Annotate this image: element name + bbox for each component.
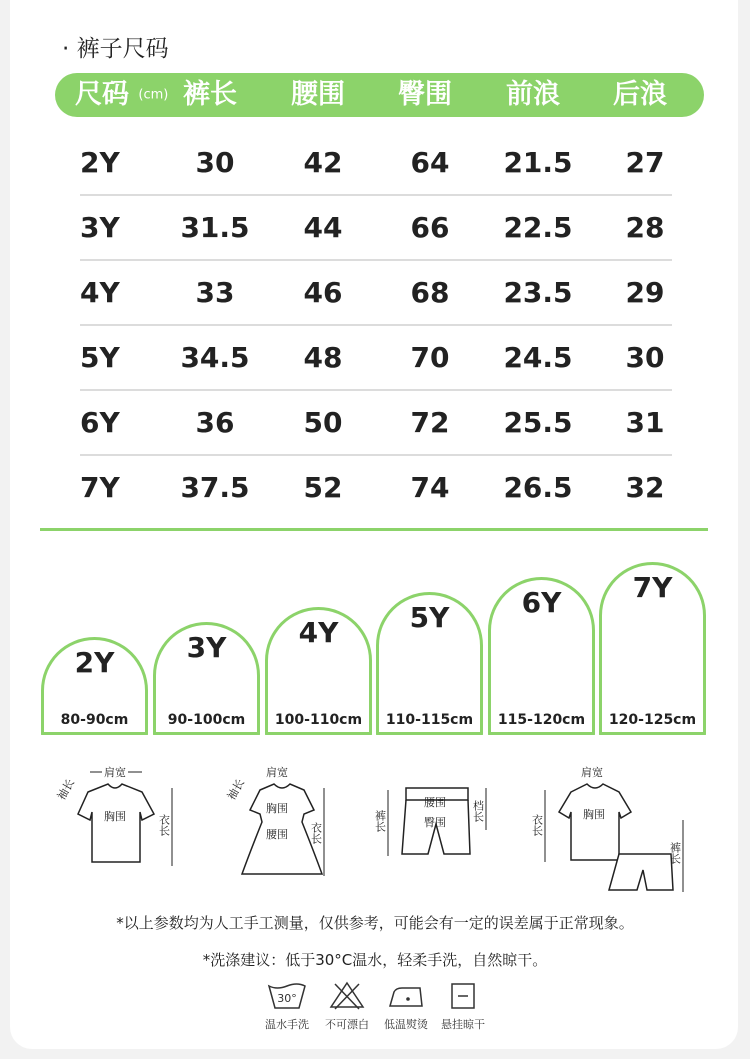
low-iron-icon xyxy=(384,980,428,1010)
value-cell: 52 xyxy=(303,471,343,504)
value-cell: 72 xyxy=(410,406,450,439)
arch-height-range: 100-110cm xyxy=(274,712,363,728)
length-label: 衣长 xyxy=(530,814,544,836)
sleeve-label: 袖长 xyxy=(224,776,248,803)
value-cell: 31.5 xyxy=(180,211,250,244)
value-cell: 48 xyxy=(303,341,343,374)
care-item-low-iron xyxy=(381,980,431,1032)
arch-height-range: 80-90cm xyxy=(60,712,129,728)
value-cell: 23.5 xyxy=(503,276,573,309)
shoulder-label: 肩宽 xyxy=(581,766,603,779)
value-cell: 66 xyxy=(410,211,450,244)
size-cell: 5Y xyxy=(80,341,120,374)
header-size-label: 尺码 xyxy=(75,79,129,110)
care-item-no-bleach xyxy=(322,980,372,1032)
tshirt-diagram xyxy=(50,762,180,872)
chest-label: 胸围 xyxy=(104,810,126,823)
value-cell: 46 xyxy=(303,276,343,309)
dress-diagram xyxy=(222,762,352,882)
height-arch xyxy=(265,607,372,735)
arch-size: 3Y xyxy=(186,631,227,664)
value-cell: 36 xyxy=(195,406,235,439)
height-arch xyxy=(488,577,595,735)
wash-temp: 30° xyxy=(277,992,297,1005)
height-arch xyxy=(153,622,260,735)
value-cell: 42 xyxy=(303,146,343,179)
outfit-diagram xyxy=(530,762,700,894)
value-cell: 30 xyxy=(625,341,665,374)
value-cell: 33 xyxy=(195,276,235,309)
value-cell: 31 xyxy=(625,406,665,439)
height-arch xyxy=(376,592,483,735)
table-row xyxy=(80,261,672,326)
disclaimer-note: *以上参数均为人工手工测量，仅供参考，可能会有一定的误差属于正常现象。 xyxy=(116,914,634,932)
header-col: 前浪 xyxy=(506,79,560,110)
care-label: 悬挂晾干 xyxy=(441,1018,485,1031)
header-col: 臀围 xyxy=(398,79,452,110)
care-label: 温水手洗 xyxy=(265,1018,309,1031)
shoulder-label: 肩宽 xyxy=(104,766,126,779)
arch-height-range: 120-125cm xyxy=(608,712,697,728)
sleeve-label: 袖长 xyxy=(54,776,78,803)
chest-label: 胸围 xyxy=(583,808,605,821)
value-cell: 74 xyxy=(410,471,450,504)
arch-size: 5Y xyxy=(409,601,450,634)
hip-label: 臀围 xyxy=(424,816,446,829)
arch-size: 4Y xyxy=(298,616,339,649)
arch-height-range: 90-100cm xyxy=(167,712,246,728)
height-arch xyxy=(41,637,148,735)
header-col: 裤长 xyxy=(183,79,237,110)
value-cell: 28 xyxy=(625,211,665,244)
value-cell: 27 xyxy=(625,146,665,179)
value-cell: 37.5 xyxy=(180,471,250,504)
size-cell: 6Y xyxy=(80,406,120,439)
value-cell: 24.5 xyxy=(503,341,573,374)
table-row xyxy=(80,391,672,456)
no-bleach-icon xyxy=(325,980,369,1010)
header-col: 腰围 xyxy=(291,79,345,110)
care-label: 不可漂白 xyxy=(325,1018,369,1031)
value-cell: 64 xyxy=(410,146,450,179)
table-row xyxy=(80,131,672,196)
care-item-hand-wash xyxy=(262,980,312,1032)
size-cell: 2Y xyxy=(80,146,120,179)
header-size xyxy=(75,73,185,117)
section-title: · 裤子尺码 xyxy=(62,36,169,62)
size-cell: 3Y xyxy=(80,211,120,244)
hand-wash-icon xyxy=(265,980,309,1010)
care-label: 低温熨烫 xyxy=(384,1018,428,1031)
value-cell: 21.5 xyxy=(503,146,573,179)
value-cell: 44 xyxy=(303,211,343,244)
value-cell: 34.5 xyxy=(180,341,250,374)
crotch-label: 档长 xyxy=(471,800,485,822)
arch-height-range: 115-120cm xyxy=(497,712,586,728)
header-size-unit: (cm) xyxy=(138,87,169,103)
washing-note: *洗涤建议：低于30°C温水，轻柔手洗，自然晾干。 xyxy=(202,951,548,969)
chest-label: 胸围 xyxy=(266,802,288,815)
arch-size: 6Y xyxy=(521,586,562,619)
shoulder-label: 肩宽 xyxy=(266,766,288,779)
size-cell: 4Y xyxy=(80,276,120,309)
pants-length-label: 裤长 xyxy=(668,842,682,864)
hang-dry-icon xyxy=(441,980,485,1010)
value-cell: 70 xyxy=(410,341,450,374)
length-label: 衣长 xyxy=(157,814,171,836)
waist-label: 腰围 xyxy=(266,828,288,841)
value-cell: 50 xyxy=(303,406,343,439)
height-arch xyxy=(599,562,706,735)
value-cell: 26.5 xyxy=(503,471,573,504)
value-cell: 29 xyxy=(625,276,665,309)
header-col: 后浪 xyxy=(613,79,667,110)
value-cell: 32 xyxy=(625,471,665,504)
value-cell: 22.5 xyxy=(503,211,573,244)
value-cell: 30 xyxy=(195,146,235,179)
value-cell: 68 xyxy=(410,276,450,309)
section-divider xyxy=(40,528,708,531)
pants-length-label: 裤长 xyxy=(373,810,387,832)
size-cell: 7Y xyxy=(80,471,120,504)
waist-label: 腰围 xyxy=(424,796,446,809)
arch-size: 7Y xyxy=(632,571,673,604)
table-header xyxy=(55,73,704,117)
length-label: 衣长 xyxy=(309,822,323,844)
value-cell: 25.5 xyxy=(503,406,573,439)
table-row xyxy=(80,456,672,521)
shorts-diagram xyxy=(373,780,495,865)
arch-height-range: 110-115cm xyxy=(385,712,474,728)
table-row xyxy=(80,196,672,261)
arch-size: 2Y xyxy=(74,646,115,679)
care-item-hang-dry xyxy=(438,980,488,1032)
table-row xyxy=(80,326,672,391)
